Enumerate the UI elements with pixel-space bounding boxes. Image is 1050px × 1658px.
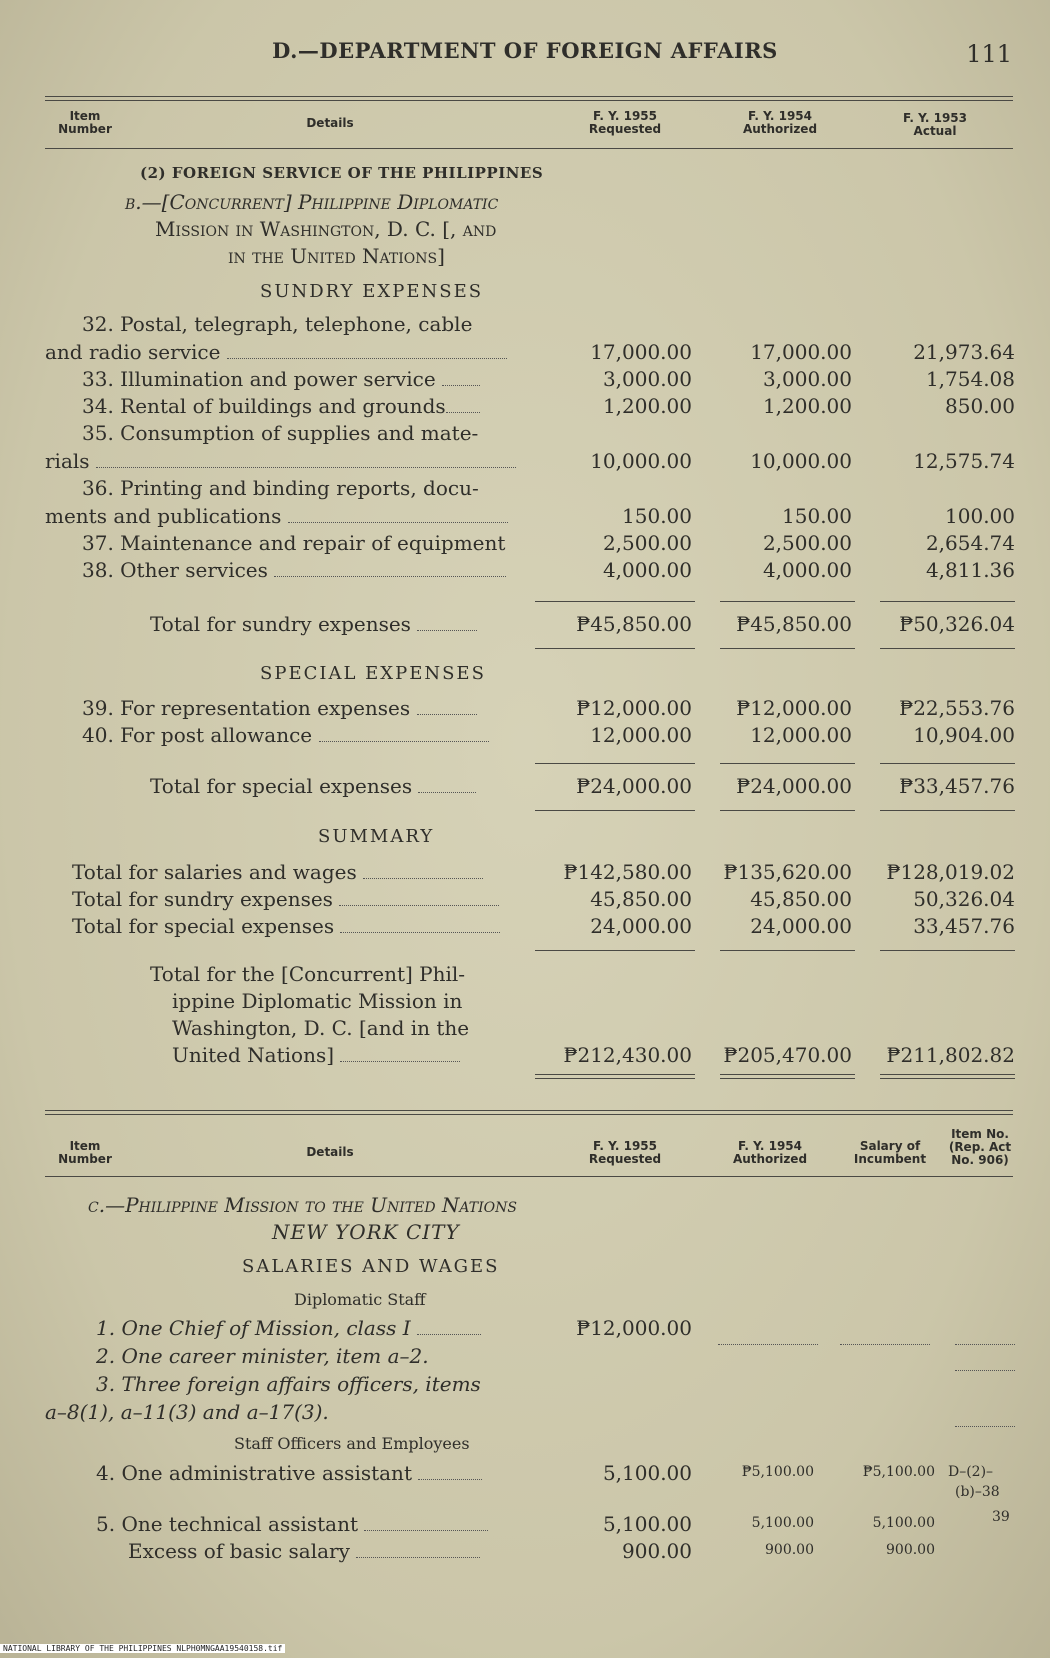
sundry-total-1954: ₱45,850.00 — [736, 612, 852, 636]
sundry-35-line2: rials — [45, 449, 516, 473]
table2-top-rule — [45, 1110, 1013, 1111]
summary-sundry-label: Total for sundry expenses — [72, 887, 499, 911]
table2-col-1954: F. Y. 1954 Authorized — [732, 1139, 808, 1166]
dip-2-dots-c4 — [955, 1356, 1015, 1375]
table2-top-rule-2 — [45, 1114, 1013, 1115]
dip-1-dots-c3 — [840, 1330, 930, 1349]
sundry-34-1955: 1,200.00 — [602, 394, 692, 418]
staff-5-itemno: 39 — [992, 1509, 1010, 1525]
summary-salaries-1954: ₱135,620.00 — [723, 860, 852, 884]
sundry-37-1953: 2,654.74 — [925, 531, 1015, 555]
summary-special-1953: 33,457.76 — [913, 914, 1015, 938]
table2-col-salary: Salary of Incumbent — [853, 1139, 927, 1166]
special-39-1954: ₱12,000.00 — [736, 696, 852, 720]
rule-grand-c3b — [880, 1078, 1015, 1079]
table1-top-rule — [45, 96, 1013, 97]
sundry-37-1955: 2,500.00 — [602, 531, 692, 555]
rule-special-total-c3 — [880, 810, 1015, 811]
special-total-1954: ₱24,000.00 — [736, 774, 852, 798]
rule-special-c2 — [720, 763, 855, 764]
page-title: D.—DEPARTMENT OF FOREIGN AFFAIRS — [272, 38, 778, 63]
special-40-1954: 12,000.00 — [750, 723, 852, 747]
staff-5-salary: 5,100.00 — [872, 1515, 935, 1531]
sundry-37-1954: 2,500.00 — [762, 531, 852, 555]
dip-3-line2: a–8(1), a–11(3) and a–17(3). — [45, 1400, 329, 1424]
table1-col-1954: F. Y. 1954 Authorized — [742, 109, 818, 136]
grand-total-1955: ₱212,430.00 — [563, 1043, 692, 1067]
summary-sundry-1955: 45,850.00 — [590, 887, 692, 911]
sundry-heading: SUNDRY EXPENSES — [260, 281, 484, 302]
rule-sundry-c1 — [535, 601, 695, 602]
sundry-35-1954: 10,000.00 — [750, 449, 852, 473]
grand-total-1954: ₱205,470.00 — [723, 1043, 852, 1067]
table1-col-1955: F. Y. 1955 Requested — [588, 109, 662, 136]
rule-grand-c2b — [720, 1078, 855, 1079]
sundry-38-1953: 4,811.36 — [925, 558, 1015, 582]
table2-col-1955: F. Y. 1955 Requested — [588, 1139, 662, 1166]
special-40-1955: 12,000.00 — [590, 723, 692, 747]
special-total-1953: ₱33,457.76 — [899, 774, 1015, 798]
staff-excess-label: Excess of basic salary — [128, 1539, 480, 1563]
table2-col-item: Item Number — [58, 1139, 112, 1166]
table2-col-details: Details — [306, 1145, 354, 1159]
special-39-label: 39. For representation expenses — [82, 696, 477, 720]
sundry-33-1955: 3,000.00 — [602, 367, 692, 391]
grand-total-1953: ₱211,802.82 — [886, 1043, 1015, 1067]
rule-sundry-total-c3 — [880, 648, 1015, 649]
grand-total-line4: United Nations] — [172, 1043, 460, 1067]
dip-1-label: 1. One Chief of Mission, class I — [96, 1316, 481, 1340]
dip-1-dots-c2 — [718, 1330, 818, 1349]
dip-1-dots-c4 — [955, 1330, 1015, 1349]
rule-sundry-total-c2 — [720, 648, 855, 649]
staff-4-1954: ₱5,100.00 — [741, 1464, 814, 1480]
sundry-36-1954: 150.00 — [782, 504, 852, 528]
sundry-total-1953: ₱50,326.04 — [899, 612, 1015, 636]
table2-header-bottom-rule — [45, 1176, 1013, 1177]
sundry-34-1954: 1,200.00 — [762, 394, 852, 418]
rule-special-c1 — [535, 763, 695, 764]
sundry-37-label: 37. Maintenance and repair of equipment — [82, 531, 506, 555]
table2-title-line2: NEW YORK CITY — [272, 1220, 460, 1244]
sundry-36-1955: 150.00 — [622, 504, 692, 528]
rule-grand-c1b — [535, 1078, 695, 1079]
special-heading: SPECIAL EXPENSES — [260, 663, 486, 684]
rule-sundry-c3 — [880, 601, 1015, 602]
sundry-38-1955: 4,000.00 — [602, 558, 692, 582]
sundry-32-1955: 17,000.00 — [590, 340, 692, 364]
special-39-1953: ₱22,553.76 — [899, 696, 1015, 720]
table1-col-details: Details — [306, 116, 354, 130]
summary-sundry-1954: 45,850.00 — [750, 887, 852, 911]
rule-sundry-c2 — [720, 601, 855, 602]
dip-3-line1: 3. Three foreign affairs officers, items — [96, 1372, 481, 1396]
summary-salaries-1955: ₱142,580.00 — [563, 860, 692, 884]
rule-summary-c1 — [535, 950, 695, 951]
summary-salaries-1953: ₱128,019.02 — [886, 860, 1015, 884]
staff-4-salary: ₱5,100.00 — [862, 1464, 935, 1480]
scan-footer: NATIONAL LIBRARY OF THE PHILIPPINES NLPH0MNGAA19540158.tif — [0, 1644, 285, 1653]
sundry-34-label: 34. Rental of buildings and grounds — [82, 394, 480, 418]
rule-special-c3 — [880, 763, 1015, 764]
rule-grand-c3 — [880, 1074, 1015, 1075]
table1-top-rule-2 — [45, 100, 1013, 101]
staff-5-1955: 5,100.00 — [602, 1512, 692, 1536]
table1-col-item: Item Number — [58, 109, 112, 136]
staff-excess-1954: 900.00 — [765, 1542, 814, 1558]
rule-grand-c2 — [720, 1074, 855, 1075]
sundry-32-line1: 32. Postal, telegraph, telephone, cable — [82, 312, 473, 336]
summary-sundry-1953: 50,326.04 — [913, 887, 1015, 911]
table1-header-bottom-rule — [45, 148, 1013, 149]
special-total-1955: ₱24,000.00 — [576, 774, 692, 798]
subsection-line-3: in the United Nations] — [228, 244, 445, 268]
sundry-38-1954: 4,000.00 — [762, 558, 852, 582]
summary-special-1954: 24,000.00 — [750, 914, 852, 938]
section-heading: (2) FOREIGN SERVICE OF THE PHILIPPINES — [140, 164, 544, 182]
summary-special-label: Total for special expenses — [72, 914, 500, 938]
grand-total-line2: ippine Diplomatic Mission in — [172, 989, 463, 1013]
table1-col-1953: F. Y. 1953 Actual — [902, 111, 967, 138]
sundry-33-1953: 1,754.08 — [925, 367, 1015, 391]
staff-4-itemno-2: (b)–38 — [955, 1484, 1000, 1500]
rule-summary-c3 — [880, 950, 1015, 951]
diplomatic-heading: Diplomatic Staff — [294, 1290, 426, 1309]
dip-3-dots-c4 — [955, 1412, 1015, 1431]
summary-special-1955: 24,000.00 — [590, 914, 692, 938]
staff-4-itemno: D–(2)– — [948, 1464, 994, 1480]
special-40-label: 40. For post allowance — [82, 723, 489, 747]
staff-heading: Staff Officers and Employees — [234, 1434, 470, 1453]
sundry-32-1954: 17,000.00 — [750, 340, 852, 364]
sundry-35-1953: 12,575.74 — [913, 449, 1015, 473]
sundry-36-line2: ments and publications — [45, 504, 508, 528]
table2-col-itemno: Item No. (Rep. Act No. 906) — [948, 1127, 1012, 1167]
summary-salaries-label: Total for salaries and wages — [72, 860, 483, 884]
table2-title-line1: c.—Philippine Mission to the United Nations — [88, 1193, 517, 1217]
staff-5-1954: 5,100.00 — [751, 1515, 814, 1531]
sundry-32-line2: and radio service — [45, 340, 507, 364]
sundry-32-1953: 21,973.64 — [913, 340, 1015, 364]
sundry-38-label: 38. Other services — [82, 558, 506, 582]
salaries-heading: SALARIES AND WAGES — [242, 1256, 500, 1277]
sundry-33-1954: 3,000.00 — [762, 367, 852, 391]
sundry-36-1953: 100.00 — [945, 504, 1015, 528]
subsection-line-2: Mission in Washington, D. C. [, and — [155, 217, 497, 241]
sundry-34-1953: 850.00 — [945, 394, 1015, 418]
sundry-total-label: Total for sundry expenses — [150, 612, 477, 636]
sundry-36-line1: 36. Printing and binding reports, docu- — [82, 476, 479, 500]
staff-excess-salary: 900.00 — [886, 1542, 935, 1558]
summary-heading: SUMMARY — [318, 826, 435, 847]
dip-2-label: 2. One career minister, item a–2. — [96, 1344, 429, 1368]
rule-sundry-total-c1 — [535, 648, 695, 649]
special-40-1953: 10,904.00 — [913, 723, 1015, 747]
grand-total-line1: Total for the [Concurrent] Phil- — [150, 962, 466, 986]
staff-5-label: 5. One technical assistant — [96, 1512, 488, 1536]
staff-4-label: 4. One administrative assistant — [96, 1461, 482, 1485]
grand-total-line3: Washington, D. C. [and in the — [172, 1016, 470, 1040]
rule-special-total-c2 — [720, 810, 855, 811]
sundry-33-label: 33. Illumination and power service — [82, 367, 480, 391]
sundry-35-line1: 35. Consumption of supplies and mate- — [82, 421, 479, 445]
page-number: 111 — [966, 40, 1012, 68]
special-39-1955: ₱12,000.00 — [576, 696, 692, 720]
rule-grand-c1 — [535, 1074, 695, 1075]
subsection-line-1: b.—[Concurrent] Philippine Diplomatic — [125, 190, 499, 214]
rule-summary-c2 — [720, 950, 855, 951]
sundry-total-1955: ₱45,850.00 — [576, 612, 692, 636]
special-total-label: Total for special expenses — [150, 774, 476, 798]
dip-1-1955: ₱12,000.00 — [576, 1316, 692, 1340]
rule-special-total-c1 — [535, 810, 695, 811]
sundry-35-1955: 10,000.00 — [590, 449, 692, 473]
staff-excess-1955: 900.00 — [622, 1539, 692, 1563]
staff-4-1955: 5,100.00 — [602, 1461, 692, 1485]
